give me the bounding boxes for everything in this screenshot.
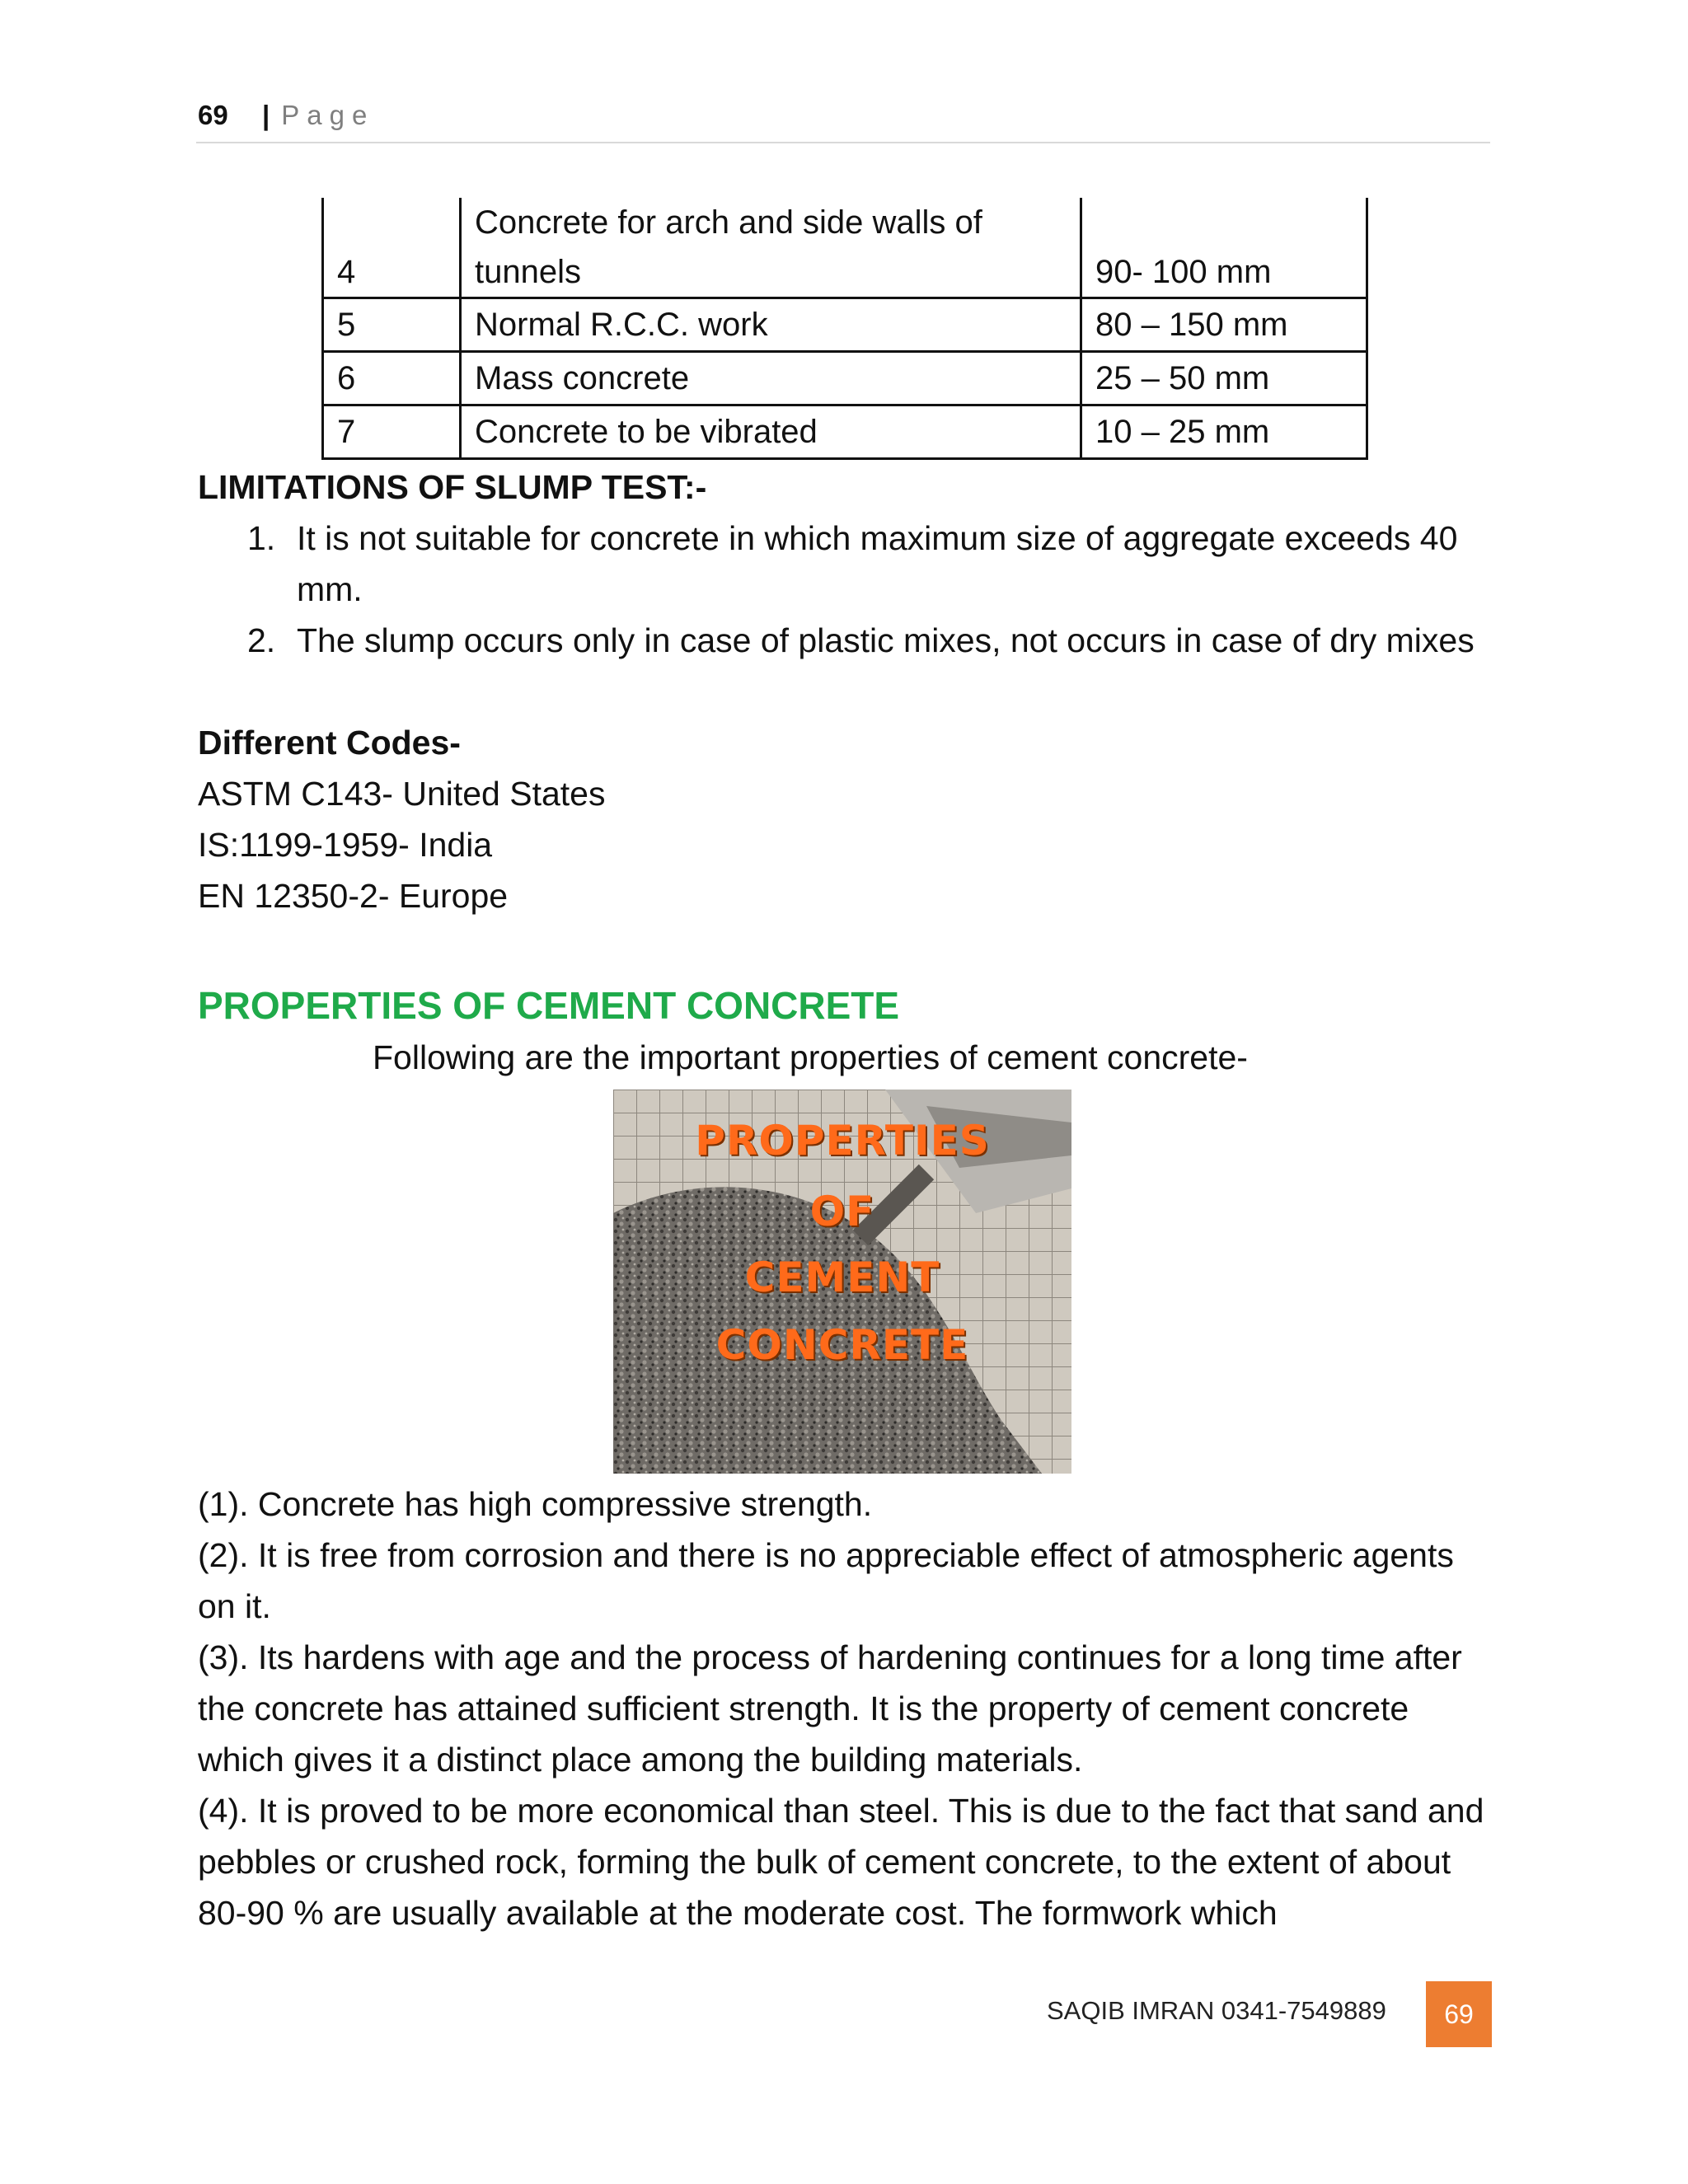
table-cell-no: 5 [323,298,461,352]
property-paragraph: (4). It is proved to be more economical than steel. This is due to the fact that sand and pebbles or crushed rock, forming the bulk of cement concrete, to the extent of about 80-90 % are usually available at the moderate cost. The formwork which [198,1792,1484,1932]
table-cell-value: 80 – 150 mm [1081,298,1367,352]
desc-line-1: Concrete for arch and side walls of [475,204,982,241]
image-title-line: PROPERTIES [695,1117,990,1165]
code-item: IS:1199-1959- India [198,826,493,864]
header-separator: | [262,100,270,130]
table-cell-no: 7 [323,405,461,459]
footer-page-box: 69 [1426,1981,1492,2047]
limitations-heading: LIMITATIONS OF SLUMP TEST:- [198,468,707,506]
list-item-number: 1. [247,519,276,557]
list-item-text: It is not suitable for concrete in which maximum size of aggregate exceeds 40 mm. [297,519,1458,608]
table-row [323,298,1367,352]
table-cell-no: 4 [323,198,461,298]
page-header [196,99,1490,143]
slump-values-table [321,198,1368,460]
property-paragraph: (1). Concrete has high compressive strength. [198,1485,873,1523]
table-row [323,352,1367,405]
table-cell-value: 10 – 25 mm [1081,405,1367,459]
properties-intro: Following are the important properties of cement concrete- [373,1038,1248,1076]
table-cell-desc: Normal R.C.C. work [461,298,1081,352]
code-item: EN 12350-2- Europe [198,877,509,915]
property-paragraph: (3). Its hardens with age and the process of hardening continues for a long time after the concrete has attained sufficient strength. It is the property of cement concrete which gives it a distinct place among the building materials. [198,1638,1462,1779]
list-item-number: 2. [247,621,276,659]
list-item [247,615,1492,717]
list-item-text: The slump occurs only in case of plastic mixes, not occurs in case of dry mixes [297,621,1475,659]
table-cell-desc: Concrete to be vibrated [461,405,1081,459]
table-cell-desc [461,198,1081,298]
list-item [247,513,1492,615]
image-title-line: CONCRETE [715,1321,969,1369]
table-cell-no: 6 [323,352,461,405]
table-cell-value: 25 – 50 mm [1081,352,1367,405]
header-page-label [262,99,374,132]
properties-heading: PROPERTIES OF CEMENT CONCRETE [198,984,900,1027]
codes-heading: Different Codes- [198,724,461,762]
table-row [323,198,1367,298]
header-page-word: Page [281,100,375,130]
image-title-line: OF [809,1188,875,1235]
image-title-line: CEMENT [744,1254,940,1301]
table-cell-value: 90- 100 mm [1081,198,1367,298]
header-page-number: 69 [198,100,228,130]
footer-author: SAQIB IMRAN 0341-7549889 [1047,1996,1386,2025]
code-item: ASTM C143- United States [198,775,606,813]
properties-image [613,1090,1071,1474]
table-row [323,405,1367,459]
table-cell-desc: Mass concrete [461,352,1081,405]
desc-line-2: tunnels [475,254,581,290]
property-paragraph: (2). It is free from corrosion and there is no appreciable effect of atmospheric agents on it. [198,1536,1454,1625]
